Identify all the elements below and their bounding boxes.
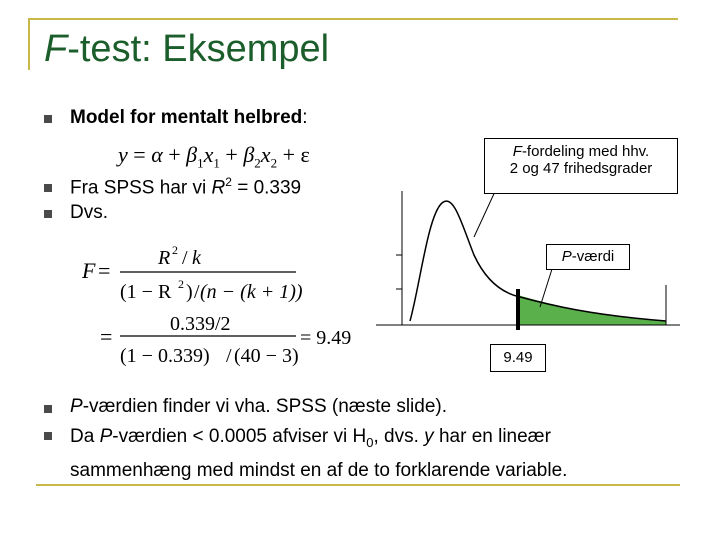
formula-f: F [82, 258, 96, 283]
frame-left-rule [28, 18, 30, 70]
svg-text:2: 2 [172, 243, 178, 257]
bullet-marker [44, 115, 52, 123]
bullet-r-squared: Fra SPSS har vi $R^2 = 0.339$ [70, 175, 302, 199]
callout-critical-value: 9.49 [490, 344, 546, 372]
svg-text:/: / [182, 247, 188, 269]
callout-f-distribution: F-fordeling med hhv. 2 og 47 frihedsgrader [484, 138, 678, 194]
bullet-model: Model for mentalt helbred: [70, 107, 308, 128]
svg-text:(n − (k + 1)): (n − (k + 1)) [200, 281, 303, 303]
pointer-p [540, 269, 552, 307]
bullet-conclusion: Da P-værdien < 0.0005 afviser vi $H_0$, dvs. y har en lineær sammenhæng med mindst en af de to forklarende variable. [70, 426, 568, 481]
frame-top-rule [28, 18, 678, 20]
bullet-marker [44, 184, 52, 192]
callout-p-value: P-værdi [546, 244, 630, 270]
svg-text:(1 − 0.339): (1 − 0.339) [120, 345, 210, 367]
bullet-dvs: Dvs. [70, 202, 108, 223]
slide-title: F-test: Eksempel [44, 28, 330, 70]
svg-text:k: k [192, 247, 201, 269]
model-equation: $y = \alpha + \beta_1x_1 + \beta_2x_2 + \varepsilon$ [118, 142, 310, 171]
svg-text:): ) [186, 281, 193, 303]
svg-text:= 9.49: = 9.49 [300, 327, 352, 349]
bullet-marker [44, 405, 52, 413]
bullet-marker [44, 432, 52, 440]
f-statistic-formula [82, 238, 372, 368]
svg-text:/: / [194, 281, 200, 303]
p-value-area [518, 295, 666, 325]
svg-text:2: 2 [178, 277, 184, 291]
bullet-marker [44, 210, 52, 218]
svg-text:(40 − 3): (40 − 3) [234, 345, 299, 367]
f-distribution-graph [370, 185, 680, 330]
formula-eq: = [98, 258, 111, 283]
svg-text:(1 − R: (1 − R [120, 281, 172, 303]
svg-text:R: R [158, 247, 171, 269]
svg-text:/: / [226, 345, 232, 367]
svg-text:=: = [100, 324, 113, 349]
bullet-p-value-spss: P-værdien finder vi vha. SPSS (næste slide). [70, 396, 447, 417]
svg-text:0.339/2: 0.339/2 [170, 313, 231, 335]
